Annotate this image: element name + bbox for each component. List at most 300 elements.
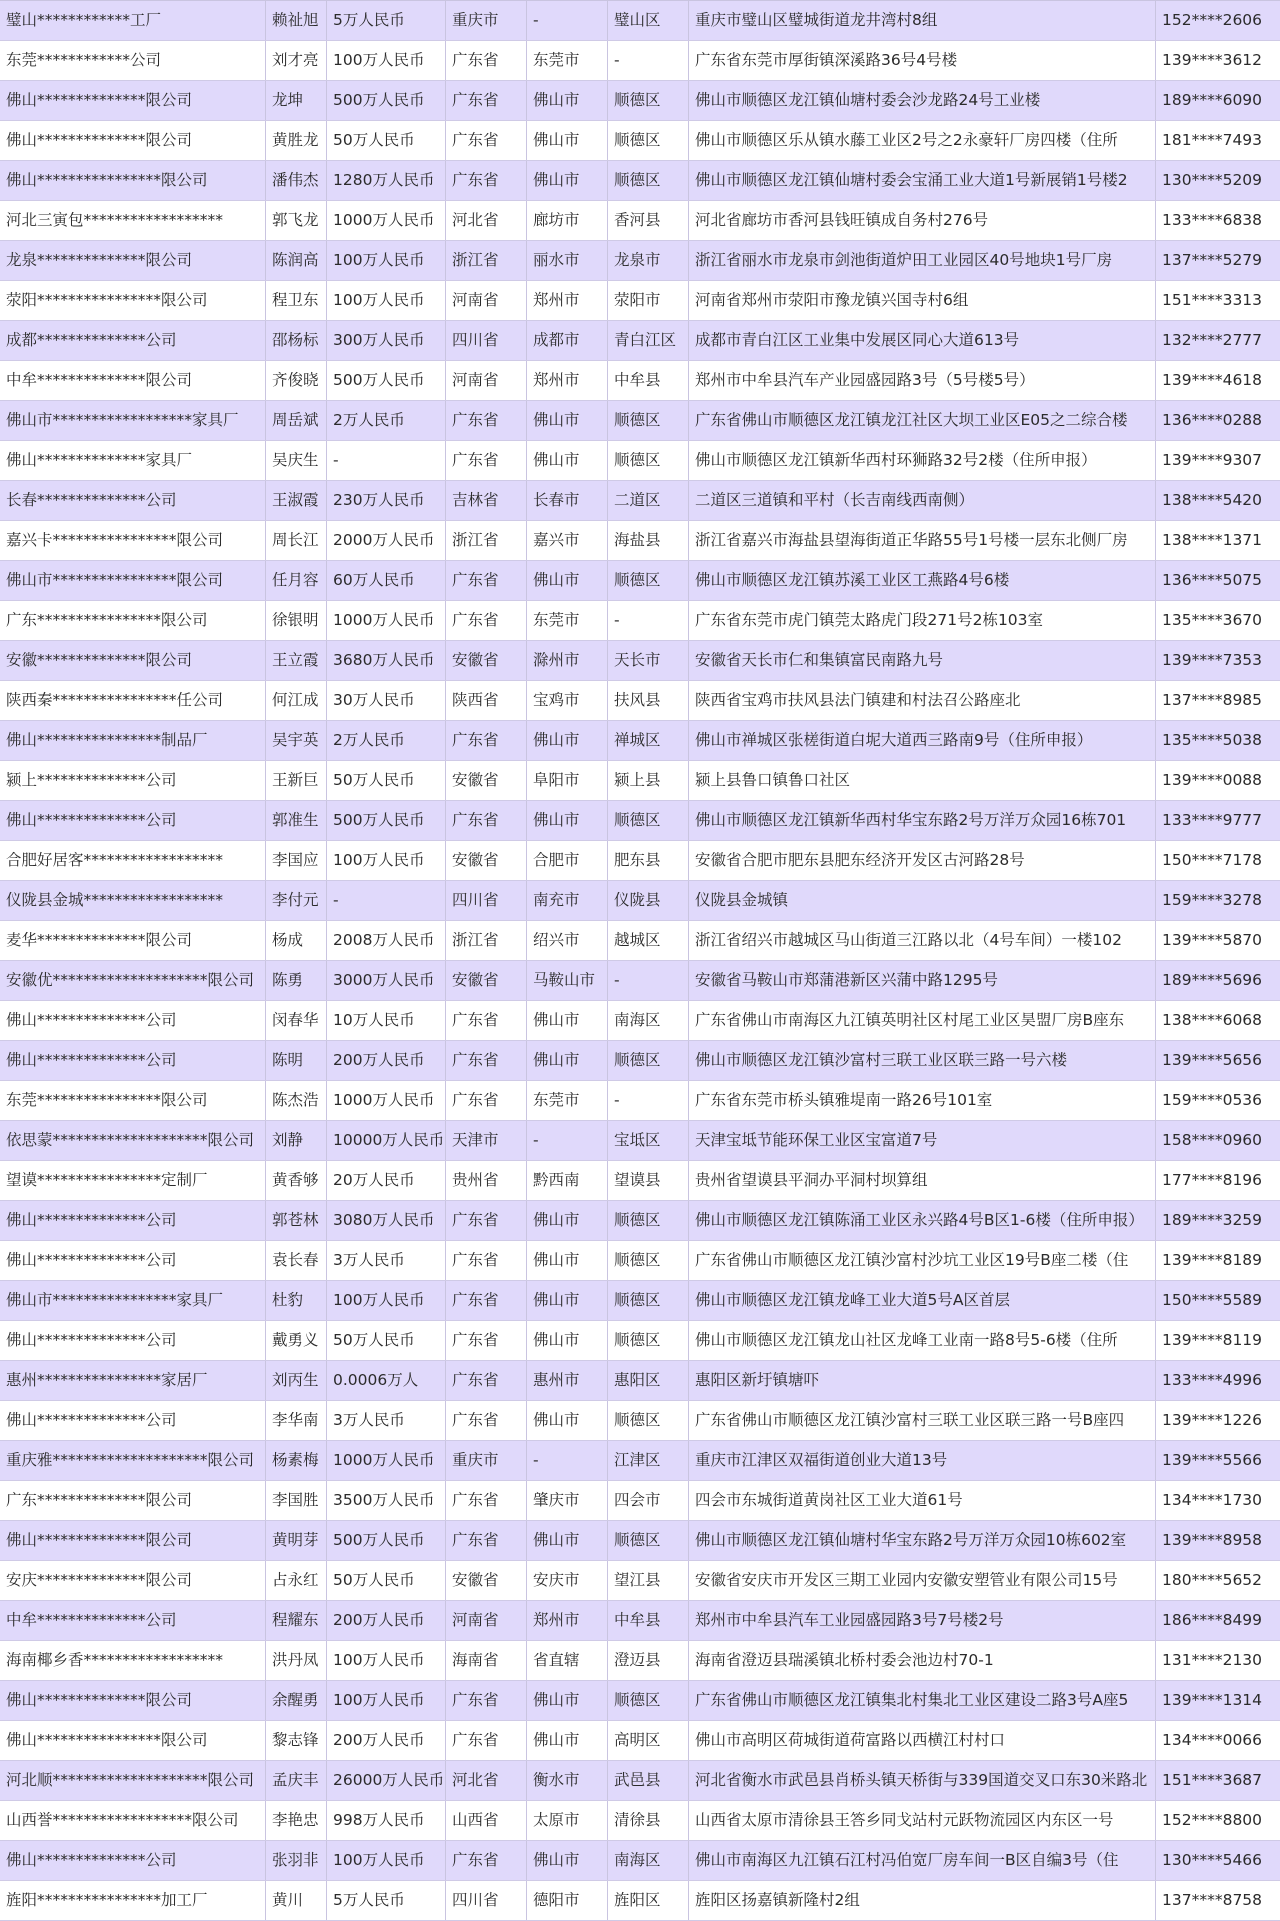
address-cell: 海南省澄迈县瑞溪镇北桥村委会池边村70-1 (689, 1641, 1156, 1680)
table-row (0, 1321, 1280, 1361)
contact-name-cell: 王新巨 (266, 761, 327, 800)
city-cell: - (527, 1121, 608, 1160)
table-row (0, 481, 1280, 521)
province-cell: 广东省 (446, 1841, 527, 1880)
district-cell: 顺德区 (608, 1281, 689, 1320)
address-cell: 仪陇县金城镇 (689, 881, 1156, 920)
company-name-cell: 安徽**************限公司 (0, 641, 266, 680)
district-cell: 越城区 (608, 921, 689, 960)
company-name-cell: 佛山市****************限公司 (0, 561, 266, 600)
district-cell: 四会市 (608, 1481, 689, 1520)
province-cell: 广东省 (446, 1521, 527, 1560)
address-cell: 广东省佛山市顺德区龙江镇沙富村沙坑工业区19号B座二楼（住 (689, 1241, 1156, 1280)
district-cell: 颍上县 (608, 761, 689, 800)
province-cell: 浙江省 (446, 241, 527, 280)
phone-cell: 133****6838 (1162, 211, 1263, 229)
district-cell: 二道区 (608, 481, 689, 520)
phone-cell: 139****1314 (1162, 1691, 1263, 1709)
phone-cell: 139****9307 (1162, 451, 1263, 469)
address-cell: 佛山市高明区荷城街道荷富路以西横江村村口 (689, 1721, 1156, 1760)
company-name-cell: 东莞****************限公司 (0, 1081, 266, 1120)
city-cell: 德阳市 (527, 1881, 608, 1920)
address-cell: 山西省太原市清徐县王答乡同戈站村元跃物流园区内东区一号 (689, 1801, 1156, 1840)
table-row (0, 681, 1280, 721)
table-row (0, 41, 1280, 81)
phone-cell: 139****8958 (1162, 1531, 1263, 1549)
table-row (0, 1081, 1280, 1121)
table-row (0, 561, 1280, 601)
address-cell: 郑州市中牟县汽车产业园盛园路3号（5号楼5号） (689, 361, 1156, 400)
city-cell: 安庆市 (527, 1561, 608, 1600)
district-cell: 璧山区 (608, 1, 689, 40)
registered-capital-cell: 500万人民币 (327, 81, 446, 120)
phone-cell: 181****7493 (1162, 131, 1263, 149)
table-row (0, 1161, 1280, 1201)
city-cell: 郑州市 (527, 1601, 608, 1640)
province-cell: 河南省 (446, 361, 527, 400)
city-cell: 东莞市 (527, 41, 608, 80)
address-cell: 佛山市顺德区乐从镇水藤工业区2号之2永豪轩厂房四楼（住所 (689, 121, 1156, 160)
registered-capital-cell: 1000万人民币 (327, 1441, 446, 1480)
address-cell: 成都市青白江区工业集中发展区同心大道613号 (689, 321, 1156, 360)
registered-capital-cell: 2000万人民币 (327, 521, 446, 560)
registered-capital-cell: 500万人民币 (327, 1521, 446, 1560)
registered-capital-cell: 3万人民币 (327, 1401, 446, 1440)
table-row (0, 1281, 1280, 1321)
contact-name-cell: 程卫东 (266, 281, 327, 320)
company-name-cell: 佛山**************限公司 (0, 121, 266, 160)
table-row (0, 1361, 1280, 1401)
address-cell: 佛山市顺德区龙江镇苏溪工业区工燕路4号6楼 (689, 561, 1156, 600)
registered-capital-cell: 3080万人民币 (327, 1201, 446, 1240)
address-cell: 惠阳区新圩镇塘吓 (689, 1361, 1156, 1400)
district-cell: 顺德区 (608, 81, 689, 120)
company-name-cell: 佛山**************限公司 (0, 1521, 266, 1560)
contact-name-cell: 刘丙生 (266, 1361, 327, 1400)
contact-name-cell: 袁长春 (266, 1241, 327, 1280)
registered-capital-cell: 20万人民币 (327, 1161, 446, 1200)
registered-capital-cell: 5万人民币 (327, 1, 446, 40)
district-cell: 南海区 (608, 1841, 689, 1880)
company-name-cell: 佛山**************公司 (0, 1241, 266, 1280)
company-name-cell: 河北顺********************限公司 (0, 1761, 266, 1800)
city-cell: 廊坊市 (527, 201, 608, 240)
contact-name-cell: 龙坤 (266, 81, 327, 120)
table-row (0, 1561, 1280, 1601)
registered-capital-cell: 10万人民币 (327, 1001, 446, 1040)
city-cell: 惠州市 (527, 1361, 608, 1400)
province-cell: 安徽省 (446, 641, 527, 680)
province-cell: 四川省 (446, 321, 527, 360)
province-cell: 广东省 (446, 801, 527, 840)
district-cell: 禅城区 (608, 721, 689, 760)
table-row (0, 1241, 1280, 1281)
city-cell: 东莞市 (527, 1081, 608, 1120)
registered-capital-cell: 200万人民币 (327, 1601, 446, 1640)
district-cell: 惠阳区 (608, 1361, 689, 1400)
company-name-cell: 安徽优********************限公司 (0, 961, 266, 1000)
table-row (0, 961, 1280, 1001)
contact-name-cell: 李国胜 (266, 1481, 327, 1520)
province-cell: 广东省 (446, 1041, 527, 1080)
province-cell: 重庆市 (446, 1441, 527, 1480)
address-cell: 广东省东莞市桥头镇雅堤南一路26号101室 (689, 1081, 1156, 1120)
city-cell: 佛山市 (527, 801, 608, 840)
contact-name-cell: 余醒勇 (266, 1681, 327, 1720)
district-cell: 顺德区 (608, 1681, 689, 1720)
contact-name-cell: 洪丹凤 (266, 1641, 327, 1680)
table-row (0, 1521, 1280, 1561)
registered-capital-cell: 10000万人民币 (327, 1121, 446, 1160)
contact-name-cell: 陈勇 (266, 961, 327, 1000)
address-cell: 佛山市顺德区龙江镇仙塘村委会沙龙路24号工业楼 (689, 81, 1156, 120)
table-row (0, 521, 1280, 561)
company-name-cell: 山西誉******************限公司 (0, 1801, 266, 1840)
province-cell: 安徽省 (446, 961, 527, 1000)
registered-capital-cell: 100万人民币 (327, 1281, 446, 1320)
contact-name-cell: 邵杨标 (266, 321, 327, 360)
registered-capital-cell: 5万人民币 (327, 1881, 446, 1920)
address-cell: 佛山市南海区九江镇石江村冯伯宽厂房车间一B区自编3号（住 (689, 1841, 1156, 1880)
address-cell: 佛山市顺德区龙江镇新华西村华宝东路2号万洋万众园16栋701 (689, 801, 1156, 840)
registered-capital-cell: 2万人民币 (327, 721, 446, 760)
phone-cell: 139****8189 (1162, 1251, 1263, 1269)
phone-cell: 138****6068 (1162, 1011, 1263, 1029)
district-cell: 望江县 (608, 1561, 689, 1600)
phone-cell: 139****7353 (1162, 651, 1263, 669)
contact-name-cell: 李付元 (266, 881, 327, 920)
phone-cell: 159****0536 (1162, 1091, 1263, 1109)
province-cell: 河南省 (446, 281, 527, 320)
phone-cell: 139****5870 (1162, 931, 1263, 949)
district-cell: 顺德区 (608, 1201, 689, 1240)
phone-cell: 137****5279 (1162, 251, 1263, 269)
city-cell: 佛山市 (527, 1721, 608, 1760)
table-row (0, 201, 1280, 241)
district-cell: 高明区 (608, 1721, 689, 1760)
district-cell: 顺德区 (608, 1041, 689, 1080)
city-cell: 佛山市 (527, 1521, 608, 1560)
province-cell: 重庆市 (446, 1, 527, 40)
company-name-cell: 陕西秦****************任公司 (0, 681, 266, 720)
registered-capital-cell: 50万人民币 (327, 121, 446, 160)
company-name-cell: 海南椰乡香****************** (0, 1641, 266, 1680)
district-cell: 龙泉市 (608, 241, 689, 280)
phone-cell: 189****6090 (1162, 91, 1263, 109)
registered-capital-cell: 500万人民币 (327, 801, 446, 840)
province-cell: 陕西省 (446, 681, 527, 720)
city-cell: 肇庆市 (527, 1481, 608, 1520)
phone-cell: 136****0288 (1162, 411, 1263, 429)
contact-name-cell: 齐俊晓 (266, 361, 327, 400)
company-name-cell: 佛山****************限公司 (0, 161, 266, 200)
province-cell: 天津市 (446, 1121, 527, 1160)
province-cell: 广东省 (446, 1281, 527, 1320)
contact-name-cell: 任月容 (266, 561, 327, 600)
phone-cell: 130****5209 (1162, 171, 1263, 189)
city-cell: 佛山市 (527, 121, 608, 160)
city-cell: 成都市 (527, 321, 608, 360)
company-name-cell: 惠州****************家居厂 (0, 1361, 266, 1400)
district-cell: - (608, 601, 689, 640)
registered-capital-cell: 100万人民币 (327, 241, 446, 280)
phone-cell: 139****3612 (1162, 51, 1263, 69)
province-cell: 安徽省 (446, 1561, 527, 1600)
contact-name-cell: 郭准生 (266, 801, 327, 840)
contact-name-cell: 陈杰浩 (266, 1081, 327, 1120)
registered-capital-cell: 50万人民币 (327, 761, 446, 800)
company-name-cell: 佛山**************限公司 (0, 81, 266, 120)
registered-capital-cell: 100万人民币 (327, 281, 446, 320)
contact-name-cell: 张羽非 (266, 1841, 327, 1880)
registered-capital-cell: 998万人民币 (327, 1801, 446, 1840)
province-cell: 广东省 (446, 1201, 527, 1240)
table-row (0, 921, 1280, 961)
registered-capital-cell: 1000万人民币 (327, 601, 446, 640)
company-name-cell: 佛山**************公司 (0, 1201, 266, 1240)
phone-cell: 150****5589 (1162, 1291, 1263, 1309)
city-cell: 佛山市 (527, 81, 608, 120)
province-cell: 贵州省 (446, 1161, 527, 1200)
district-cell: 顺德区 (608, 121, 689, 160)
address-cell: 广东省佛山市顺德区龙江镇沙富村三联工业区联三路一号B座四 (689, 1401, 1156, 1440)
province-cell: 广东省 (446, 1401, 527, 1440)
company-name-cell: 佛山****************限公司 (0, 1721, 266, 1760)
city-cell: 佛山市 (527, 1321, 608, 1360)
city-cell: - (527, 1, 608, 40)
contact-name-cell: 王淑霞 (266, 481, 327, 520)
company-name-cell: 佛山市****************家具厂 (0, 1281, 266, 1320)
province-cell: 河北省 (446, 201, 527, 240)
contact-name-cell: 李国应 (266, 841, 327, 880)
table-row (0, 1201, 1280, 1241)
city-cell: 滁州市 (527, 641, 608, 680)
company-name-cell: 成都**************公司 (0, 321, 266, 360)
district-cell: 仪陇县 (608, 881, 689, 920)
registered-capital-cell: 3500万人民币 (327, 1481, 446, 1520)
city-cell: 佛山市 (527, 1281, 608, 1320)
registered-capital-cell: 60万人民币 (327, 561, 446, 600)
city-cell: 丽水市 (527, 241, 608, 280)
phone-cell: 136****5075 (1162, 571, 1263, 589)
province-cell: 广东省 (446, 401, 527, 440)
district-cell: 扶风县 (608, 681, 689, 720)
registered-capital-cell: 300万人民币 (327, 321, 446, 360)
company-name-cell: 旌阳****************加工厂 (0, 1881, 266, 1920)
company-name-cell: 佛山**************公司 (0, 1401, 266, 1440)
contact-name-cell: 郭苍林 (266, 1201, 327, 1240)
table-row (0, 1881, 1280, 1921)
registered-capital-cell: 2008万人民币 (327, 921, 446, 960)
address-cell: 佛山市顺德区龙江镇新华西村环狮路32号2楼（住所申报） (689, 441, 1156, 480)
district-cell: - (608, 1081, 689, 1120)
phone-cell: 139****4618 (1162, 371, 1263, 389)
district-cell: 中牟县 (608, 361, 689, 400)
district-cell: 肥东县 (608, 841, 689, 880)
contact-name-cell: 黄香够 (266, 1161, 327, 1200)
address-cell: 四会市东城街道黄岗社区工业大道61号 (689, 1481, 1156, 1520)
city-cell: 佛山市 (527, 1201, 608, 1240)
contact-name-cell: 吴宇英 (266, 721, 327, 760)
province-cell: 广东省 (446, 1481, 527, 1520)
contact-name-cell: 黄胜龙 (266, 121, 327, 160)
city-cell: 佛山市 (527, 1041, 608, 1080)
district-cell: 旌阳区 (608, 1881, 689, 1920)
district-cell: 青白江区 (608, 321, 689, 360)
company-name-cell: 中牟**************公司 (0, 1601, 266, 1640)
registered-capital-cell: 100万人民币 (327, 1641, 446, 1680)
company-name-cell: 仪陇县金城****************** (0, 881, 266, 920)
district-cell: 顺德区 (608, 561, 689, 600)
company-name-cell: 长春**************公司 (0, 481, 266, 520)
contact-name-cell: 郭飞龙 (266, 201, 327, 240)
contact-name-cell: 李华南 (266, 1401, 327, 1440)
registered-capital-cell: 2万人民币 (327, 401, 446, 440)
province-cell: 四川省 (446, 881, 527, 920)
address-cell: 佛山市顺德区龙江镇沙富村三联工业区联三路一号六楼 (689, 1041, 1156, 1080)
address-cell: 旌阳区扬嘉镇新隆村2组 (689, 1881, 1156, 1920)
phone-cell: 131****2130 (1162, 1651, 1263, 1669)
contact-name-cell: 潘伟杰 (266, 161, 327, 200)
table-row (0, 1, 1280, 41)
phone-cell: 152****2606 (1162, 11, 1263, 29)
company-name-cell: 佛山**************公司 (0, 1041, 266, 1080)
province-cell: 浙江省 (446, 921, 527, 960)
company-name-cell: 龙泉**************限公司 (0, 241, 266, 280)
registered-capital-cell: 30万人民币 (327, 681, 446, 720)
address-cell: 浙江省绍兴市越城区马山街道三江路以北（4号车间）一楼102 (689, 921, 1156, 960)
phone-cell: 139****5656 (1162, 1051, 1263, 1069)
address-cell: 佛山市顺德区龙江镇陈涌工业区永兴路4号B区1-6楼（住所申报） (689, 1201, 1156, 1240)
company-name-cell: 佛山****************制品厂 (0, 721, 266, 760)
address-cell: 广东省东莞市厚街镇深溪路36号4号楼 (689, 41, 1156, 80)
phone-cell: 132****2777 (1162, 331, 1263, 349)
table-row (0, 801, 1280, 841)
contact-name-cell: 王立霞 (266, 641, 327, 680)
city-cell: 郑州市 (527, 361, 608, 400)
phone-cell: 130****5466 (1162, 1851, 1263, 1869)
contact-name-cell: 占永红 (266, 1561, 327, 1600)
registered-capital-cell: 50万人民币 (327, 1561, 446, 1600)
address-cell: 浙江省嘉兴市海盐县望海街道正华路55号1号楼一层东北侧厂房 (689, 521, 1156, 560)
company-name-cell: 佛山**************公司 (0, 1001, 266, 1040)
company-name-cell: 望谟****************定制厂 (0, 1161, 266, 1200)
table-row (0, 1841, 1280, 1881)
registered-capital-cell: 100万人民币 (327, 841, 446, 880)
district-cell: 顺德区 (608, 161, 689, 200)
phone-cell: 133****9777 (1162, 811, 1263, 829)
phone-cell: 139****5566 (1162, 1451, 1263, 1469)
province-cell: 四川省 (446, 1881, 527, 1920)
city-cell: 南充市 (527, 881, 608, 920)
city-cell: 佛山市 (527, 721, 608, 760)
city-cell: 阜阳市 (527, 761, 608, 800)
contact-name-cell: 杜豹 (266, 1281, 327, 1320)
district-cell: 中牟县 (608, 1601, 689, 1640)
contact-name-cell: 刘静 (266, 1121, 327, 1160)
table-row (0, 1441, 1280, 1481)
province-cell: 广东省 (446, 561, 527, 600)
address-cell: 佛山市顺德区龙江镇仙塘村华宝东路2号万洋万众园10栋602室 (689, 1521, 1156, 1560)
city-cell: 佛山市 (527, 1401, 608, 1440)
district-cell: 清徐县 (608, 1801, 689, 1840)
city-cell: 绍兴市 (527, 921, 608, 960)
registered-capital-cell: 50万人民币 (327, 1321, 446, 1360)
table-row (0, 1401, 1280, 1441)
registered-capital-cell: - (327, 441, 446, 480)
city-cell: 郑州市 (527, 281, 608, 320)
phone-cell: 138****5420 (1162, 491, 1263, 509)
table-row (0, 81, 1280, 121)
company-name-cell: 河北三寅包****************** (0, 201, 266, 240)
district-cell: - (608, 41, 689, 80)
address-cell: 重庆市江津区双福街道创业大道13号 (689, 1441, 1156, 1480)
table-row (0, 441, 1280, 481)
district-cell: 望谟县 (608, 1161, 689, 1200)
table-row (0, 1761, 1280, 1801)
phone-cell: 135****5038 (1162, 731, 1263, 749)
phone-cell: 159****3278 (1162, 891, 1263, 909)
address-cell: 佛山市禅城区张槎街道白坭大道西三路南9号（住所申报） (689, 721, 1156, 760)
phone-cell: 158****0960 (1162, 1131, 1263, 1149)
contact-name-cell: 黄川 (266, 1881, 327, 1920)
city-cell: 佛山市 (527, 161, 608, 200)
contact-name-cell: 徐银明 (266, 601, 327, 640)
table-row (0, 841, 1280, 881)
address-cell: 广东省东莞市虎门镇莞太路虎门段271号2栋103室 (689, 601, 1156, 640)
phone-cell: 137****8758 (1162, 1891, 1263, 1909)
registered-capital-cell: 100万人民币 (327, 41, 446, 80)
contact-name-cell: 何江成 (266, 681, 327, 720)
address-cell: 广东省佛山市顺德区龙江镇龙江社区大坝工业区E05之二综合楼 (689, 401, 1156, 440)
phone-cell: 151****3313 (1162, 291, 1263, 309)
city-cell: 佛山市 (527, 561, 608, 600)
contact-name-cell: 陈润高 (266, 241, 327, 280)
phone-cell: 134****0066 (1162, 1731, 1263, 1749)
province-cell: 广东省 (446, 441, 527, 480)
address-cell: 河北省衡水市武邑县肖桥头镇天桥街与339国道交叉口东30米路北 (689, 1761, 1156, 1800)
table-row (0, 601, 1280, 641)
table-row (0, 1121, 1280, 1161)
district-cell: 顺德区 (608, 1521, 689, 1560)
contact-name-cell: 杨素梅 (266, 1441, 327, 1480)
province-cell: 广东省 (446, 1681, 527, 1720)
province-cell: 广东省 (446, 1361, 527, 1400)
contact-name-cell: 程耀东 (266, 1601, 327, 1640)
phone-cell: 186****8499 (1162, 1611, 1263, 1629)
company-name-cell: 佛山**************限公司 (0, 1681, 266, 1720)
registered-capital-cell: - (327, 881, 446, 920)
city-cell: 长春市 (527, 481, 608, 520)
contact-name-cell: 吴庆生 (266, 441, 327, 480)
district-cell: 顺德区 (608, 1401, 689, 1440)
registered-capital-cell: 200万人民币 (327, 1721, 446, 1760)
province-cell: 吉林省 (446, 481, 527, 520)
table-row (0, 881, 1280, 921)
phone-cell: 180****5652 (1162, 1571, 1263, 1589)
city-cell: 马鞍山市 (527, 961, 608, 1000)
district-cell: 顺德区 (608, 441, 689, 480)
address-cell: 重庆市璧山区璧城街道龙井湾村8组 (689, 1, 1156, 40)
phone-cell: 139****0088 (1162, 771, 1263, 789)
table-row (0, 161, 1280, 201)
contact-name-cell: 陈明 (266, 1041, 327, 1080)
province-cell: 浙江省 (446, 521, 527, 560)
province-cell: 河南省 (446, 1601, 527, 1640)
contact-name-cell: 孟庆丰 (266, 1761, 327, 1800)
province-cell: 山西省 (446, 1801, 527, 1840)
registered-capital-cell: 3680万人民币 (327, 641, 446, 680)
